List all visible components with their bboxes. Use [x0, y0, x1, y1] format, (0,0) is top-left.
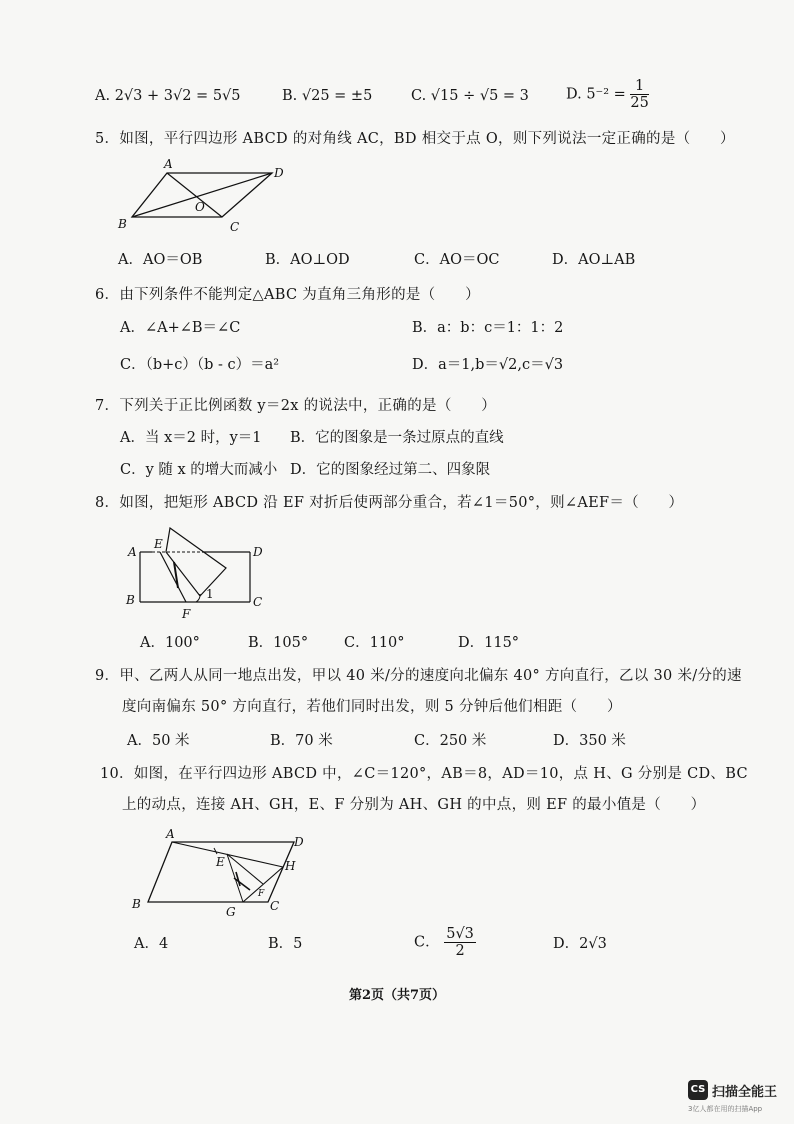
q10-option-a: A．4	[134, 936, 169, 952]
q7-option-b: B．它的图象是一条过原点的直线	[290, 430, 504, 446]
q7-option-d: D．它的图象经过第二、四象限	[290, 462, 491, 478]
q10-label-e: E	[216, 855, 225, 869]
q4-option-a: A. 2√3 + 3√2 = 5√5	[95, 88, 241, 104]
q9-stem-line-1: 9．甲、乙两人从同一地点出发，甲以 40 米/分的速度向北偏东 40° 方向直行，乙以 30 米/分的速	[95, 668, 742, 684]
q5-label-c: C	[230, 220, 240, 234]
q6-option-b: B．a：b：c＝1：1：2	[412, 320, 564, 336]
q10-label-b: B	[132, 897, 141, 911]
q7-option-a: A．当 x＝2 时，y＝1	[120, 430, 262, 446]
q10-stem-line-1: 10．如图，在平行四边形 ABCD 中，∠C＝120°，AB＝8，AD＝10，点 H、G 分别是 CD、BC	[100, 766, 748, 782]
q5-label-b: B	[118, 217, 127, 231]
q7-option-c: C．y 随 x 的增大而减小	[120, 462, 278, 478]
q10-c-fraction: $\frac{5√3}{2}$	[446, 926, 474, 959]
q10-option-d: D．2√3	[553, 936, 607, 952]
q10-option-c: C． $\frac{5√3}{2}$	[414, 926, 474, 959]
q9-option-c: C．250 米	[414, 733, 487, 749]
q5-label-d: D	[274, 166, 284, 180]
q9-option-b: B．70 米	[270, 733, 333, 749]
q4-option-b: B. √25 = ±5	[282, 88, 373, 104]
q4-option-d: D. 5⁻² = $\frac{1}{25}$	[566, 78, 649, 111]
q10-label-d: D	[294, 835, 304, 849]
q8-label-b: B	[126, 593, 135, 607]
q8-rectangle-fold-figure	[122, 522, 272, 622]
q4-d-fraction: $\frac{1}{25}$	[630, 78, 649, 111]
q8-label-d: D	[253, 545, 263, 559]
q10-option-b: B．5	[268, 936, 303, 952]
q10-label-f: F	[258, 889, 265, 899]
q5-stem: 5．如图，平行四边形 ABCD 的对角线 AC，BD 相交于点 O，则下列说法一定正确的是（ ）	[95, 131, 735, 147]
q8-stem: 8．如图，把矩形 ABCD 沿 EF 对折后使两部分重合，若∠1＝50°，则∠AEF＝（ ）	[95, 495, 684, 511]
watermark-name: 扫描全能王	[712, 1085, 778, 1100]
q8-label-f: F	[182, 607, 191, 621]
q7-stem: 7．下列关于正比例函数 y＝2x 的说法中，正确的是（ ）	[95, 398, 497, 414]
q5-option-c: C．AO＝OC	[414, 252, 500, 268]
q10-label-h: H	[285, 859, 296, 873]
q6-option-d: D．a＝1,b＝√2,c＝√3	[412, 357, 564, 373]
q5-option-a: A．AO＝OB	[118, 252, 203, 268]
q9-option-d: D．350 米	[553, 733, 626, 749]
q5-option-d: D．AO⊥AB	[552, 252, 636, 268]
q4-option-c: C. √15 ÷ √5 = 3	[411, 88, 529, 104]
q10-stem-line-2: 上的动点，连接 AH、GH，E、F 分别为 AH、GH 的中点，则 EF 的最小值是（ ）	[122, 797, 706, 813]
q10-label-c: C	[270, 899, 280, 913]
q8-label-e: E	[154, 537, 163, 551]
q6-option-c: C．（b+c）（b - c）＝a²	[120, 357, 280, 373]
q8-option-a: A．100°	[140, 635, 200, 651]
q10-label-g: G	[226, 905, 236, 919]
q9-stem-line-2: 度向南偏东 50° 方向直行，若他们同时出发，则 5 分钟后他们相距（ ）	[122, 699, 622, 715]
q5-label-a: A	[164, 157, 173, 171]
watermark-subtitle: 3亿人都在用的扫描App	[688, 1105, 763, 1113]
q8-label-a: A	[128, 545, 137, 559]
q8-option-b: B．105°	[248, 635, 309, 651]
q8-option-c: C．110°	[344, 635, 405, 651]
camscanner-logo-icon: CS	[688, 1080, 708, 1100]
q8-option-d: D．115°	[458, 635, 520, 651]
q6-stem: 6．由下列条件不能判定△ABC 为直角三角形的是（ ）	[95, 287, 480, 303]
q6-option-a: A．∠A+∠B＝∠C	[120, 320, 241, 336]
q8-label-angle-1: 1	[206, 587, 214, 601]
q8-label-c: C	[253, 595, 263, 609]
q9-option-a: A．50 米	[127, 733, 190, 749]
q5-parallelogram-figure	[112, 155, 292, 235]
q5-label-o: O	[195, 200, 205, 214]
q10-parallelogram-figure	[128, 828, 313, 920]
page-footer: 第2页（共7页）	[348, 988, 446, 1003]
scanner-watermark	[688, 1080, 788, 1116]
q5-option-b: B．AO⊥OD	[265, 252, 350, 268]
q10-label-a: A	[166, 828, 175, 841]
